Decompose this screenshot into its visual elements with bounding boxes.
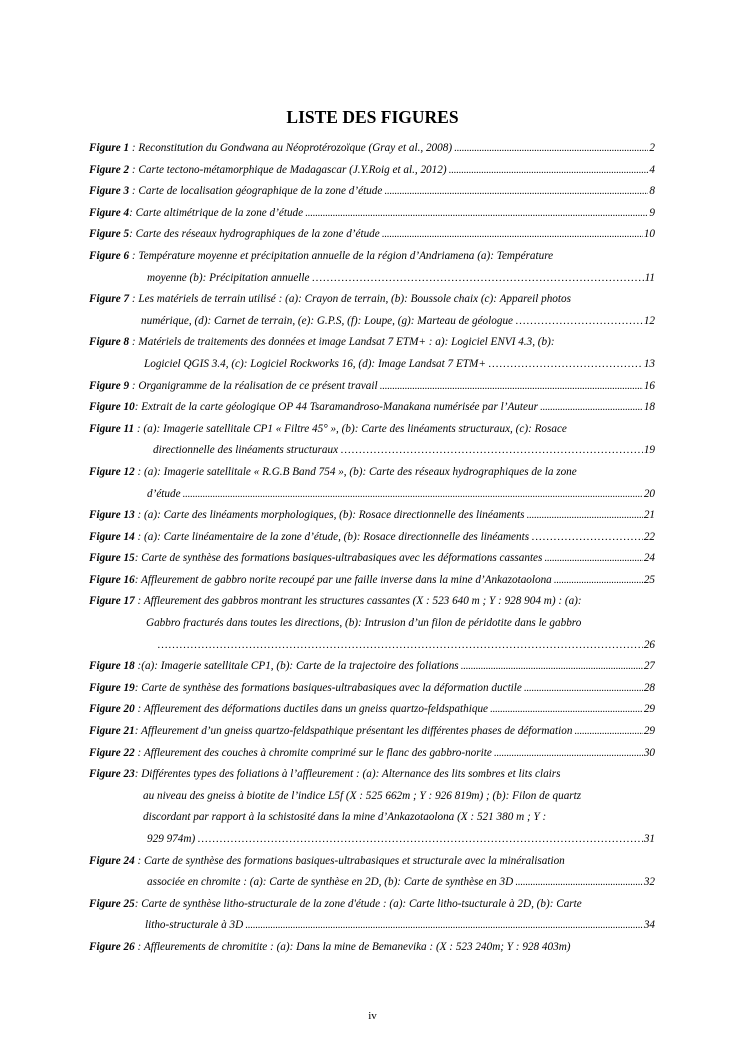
- figure-entry: [89, 224, 655, 246]
- figure-caption: : Affleurement des déformations ductiles dans un gneiss quartzo-feldspathique: [134, 703, 489, 716]
- figure-page: 2: [649, 142, 655, 154]
- figure-caption: : Matériels de traitements des données et image Landsat 7 ETM+ : a): Logiciel ENVI 4.3, (b):: [129, 336, 555, 349]
- figure-caption-cont: numérique, (d): Carnet de terrain, (e): G.P.S, (f): Loupe, (g): Marteau de géologue: [141, 314, 513, 327]
- figure-caption: : Carte altimétrique de la zone d’étude: [129, 206, 304, 219]
- figure-label: Figure 23: [89, 768, 135, 781]
- figure-page: 22: [643, 530, 655, 543]
- figure-entry: [89, 332, 655, 375]
- figure-page: 30: [643, 746, 655, 759]
- figure-entry: [89, 527, 655, 549]
- figure-label: Figure 25: [89, 897, 135, 910]
- figure-entry: [89, 721, 655, 743]
- figure-list: [89, 138, 655, 959]
- figure-caption-cont: moyenne (b): Précipitation annuelle: [147, 271, 310, 284]
- figure-entry: [89, 138, 655, 160]
- figure-caption: : Carte tectono-métamorphique de Madagascar (J.Y.Roig et al., 2012): [129, 163, 447, 176]
- figure-caption: : Extrait de la carte géologique OP 44 Tsaramandroso-Manakana numérisée par l’Auteur: [134, 401, 538, 414]
- figure-entry: [89, 656, 655, 678]
- figure-caption-cont: au niveau des gneiss à biotite de l’indice L5f (X : 525 662m ; Y : 926 819m) ; (b): Filon de quartz: [143, 789, 582, 802]
- figure-entry: [89, 203, 655, 225]
- figure-label: Figure 26: [89, 940, 135, 953]
- figure-page: 9: [649, 206, 655, 219]
- figure-caption: : Affleurements de chromitite : (a): Dans la mine de Bemanevika : (X : 523 240m; Y : 928 403m): [134, 940, 571, 953]
- figure-page: 19: [643, 444, 655, 457]
- figure-label: Figure 7: [89, 293, 130, 306]
- figure-entry: [89, 505, 655, 527]
- figure-page: 18: [643, 401, 655, 414]
- page-number: iv: [368, 1010, 377, 1022]
- figure-caption: : Les matériels de terrain utilisé : (a): Crayon de terrain, (b): Boussole chaix (c): Appareil photos: [129, 293, 571, 306]
- figure-page: 16: [643, 379, 655, 392]
- figure-label: Figure 21: [89, 725, 135, 738]
- figure-page: 29: [643, 703, 655, 716]
- figure-page: 28: [643, 681, 655, 694]
- figure-page: 31: [643, 833, 655, 845]
- figure-caption-cont: litho-structurale à 3D: [145, 919, 244, 932]
- figure-label: Figure 9: [89, 379, 130, 392]
- figure-caption-cont: Gabbro fracturés dans toutes les directions, (b): Intrusion d’un filon de péridotite dans le gabbro: [146, 617, 582, 630]
- figure-page: 11: [644, 271, 655, 284]
- figure-caption: : Affleurement d’un gneiss quartzo-feldspathique présentant les différentes phases de déformation: [134, 725, 573, 738]
- figure-caption: : Carte des réseaux hydrographiques de la zone d’étude: [129, 228, 380, 241]
- figure-label: Figure 20: [89, 703, 135, 716]
- figure-label: Figure 8: [89, 336, 130, 349]
- figure-page: 34: [643, 919, 655, 932]
- figure-page: 8: [649, 185, 655, 198]
- figure-entry: [89, 160, 655, 182]
- figure-label: Figure 24: [89, 854, 135, 867]
- figure-caption: : Carte de localisation géographique de la zone d’étude: [129, 185, 383, 198]
- figure-caption-cont: associée en chromite : (a): Carte de synthèse en 2D, (b): Carte de synthèse en 3D: [147, 876, 514, 889]
- figure-caption: : Affleurement des couches à chromite comprimé sur le flanc des gabbro-norite: [134, 746, 492, 759]
- figure-entry: [89, 591, 655, 656]
- figure-caption: :(a): Imagerie satellitale CP1, (b): Carte de la trajectoire des foliations: [134, 660, 459, 673]
- figure-caption: : (a): Carte des linéaments morphologiques, (b): Rosace directionnelle des linéaments: [134, 509, 525, 522]
- figure-page: 4: [649, 163, 655, 176]
- figure-label: Figure 3: [89, 185, 130, 198]
- figure-label: Figure 13: [89, 509, 135, 522]
- figure-page: 27: [643, 660, 655, 673]
- figure-entry: [89, 894, 655, 937]
- figure-caption-cont: 929 974m): [147, 833, 196, 845]
- figure-page: 12: [643, 314, 655, 327]
- figure-caption: : Affleurement des gabbros montrant les structures cassantes (X : 523 640 m ; Y : 928 904 m) : (a):: [134, 595, 582, 608]
- figure-caption: : Reconstitution du Gondwana au Néoprotérozoïque (Gray et al., 2008): [129, 142, 453, 154]
- figure-entry: [89, 462, 655, 505]
- figure-entry: [89, 699, 655, 721]
- figure-entry: [89, 419, 655, 462]
- figure-page: 13: [643, 357, 655, 370]
- figure-caption: : Température moyenne et précipitation annuelle de la région d’Andriamena (a): Température: [129, 249, 554, 262]
- figure-label: Figure 10: [89, 401, 135, 414]
- figure-caption: : Organigramme de la réalisation de ce présent travail: [129, 379, 378, 392]
- figure-entry: [89, 397, 655, 419]
- figure-page: 24: [643, 552, 655, 565]
- figure-page: 25: [643, 573, 655, 586]
- figure-entry: [89, 548, 655, 570]
- figure-entry: [89, 181, 655, 203]
- figure-caption: : Différentes types des foliations à l’affleurement : (a): Alternance des lits sombres et lits clairs: [134, 768, 561, 781]
- figure-caption: : Affleurement de gabbro norite recoupé par une faille inverse dans la mine d’Ankazotaolona: [134, 573, 552, 586]
- figure-label: Figure 11: [89, 422, 135, 435]
- figure-caption: : (a): Imagerie satellitale « R.G.B Band 754 », (b): Carte des réseaux hydrographiques de la zone: [134, 465, 577, 478]
- figure-page: 10: [643, 228, 655, 241]
- figure-label: Figure 6: [89, 249, 130, 262]
- figure-label: Figure 2: [89, 163, 130, 176]
- figure-label: Figure 12: [89, 465, 135, 478]
- figure-entry: [89, 764, 655, 850]
- figure-entry: [89, 937, 655, 959]
- figure-caption: : (a): Carte linéamentaire de la zone d’étude, (b): Rosace directionnelle des linéaments: [134, 530, 530, 543]
- figure-caption: : (a): Imagerie satellitale CP1 « Filtre 45° », (b): Carte des linéaments structuraux, (c): Rosace: [134, 422, 567, 435]
- figure-page: 21: [643, 509, 655, 522]
- figure-entry: [89, 851, 655, 894]
- figure-entry: [89, 678, 655, 700]
- figure-page: 20: [643, 487, 655, 500]
- figure-entry: [89, 289, 655, 332]
- figure-label: Figure 18: [89, 660, 135, 673]
- figure-caption-cont: discordant par rapport à la schistosité dans la mine d’Ankazotaolona (X : 521 380 m ; Y :: [143, 811, 547, 824]
- figure-label: Figure 17: [89, 595, 135, 608]
- figure-caption-cont: directionnelle des linéaments structuraux: [153, 444, 339, 457]
- figure-label: Figure 16: [89, 573, 135, 586]
- page-title: LISTE DES FIGURES: [286, 107, 459, 127]
- figure-caption: : Carte de synthèse des formations basiques-ultrabasiques avec les déformations cassantes: [134, 552, 543, 565]
- figure-caption-cont: d’étude: [147, 487, 181, 500]
- figure-page: 29: [643, 725, 655, 738]
- figure-caption-cont: Logiciel QGIS 3.4, (c): Logiciel Rockworks 16, (d): Image Landsat 7 ETM+: [144, 357, 486, 370]
- figure-caption: : Carte de synthèse des formations basiques-ultrabasiques et structurale avec la minéralisation: [134, 854, 565, 867]
- figure-label: Figure 19: [89, 681, 135, 694]
- figure-label: Figure 14: [89, 530, 135, 543]
- figure-entry: [89, 376, 655, 398]
- figure-entry: [89, 570, 655, 592]
- figure-entry: [89, 743, 655, 765]
- figure-page: 26: [643, 638, 655, 651]
- figure-label: Figure 15: [89, 552, 135, 565]
- figure-label: Figure 5: [89, 228, 130, 241]
- figure-entry: [89, 246, 655, 289]
- figure-page: 32: [643, 876, 655, 889]
- figure-label: Figure 1: [89, 142, 130, 154]
- figure-label: Figure 4: [89, 206, 130, 219]
- figure-caption: : Carte de synthèse litho-structurale de la zone d'étude : (a): Carte litho-tsucturale à 2D, (b): Carte: [134, 897, 582, 910]
- figure-caption: : Carte de synthèse des formations basiques-ultrabasiques avec la déformation ductile: [134, 681, 522, 694]
- figure-label: Figure 22: [89, 746, 135, 759]
